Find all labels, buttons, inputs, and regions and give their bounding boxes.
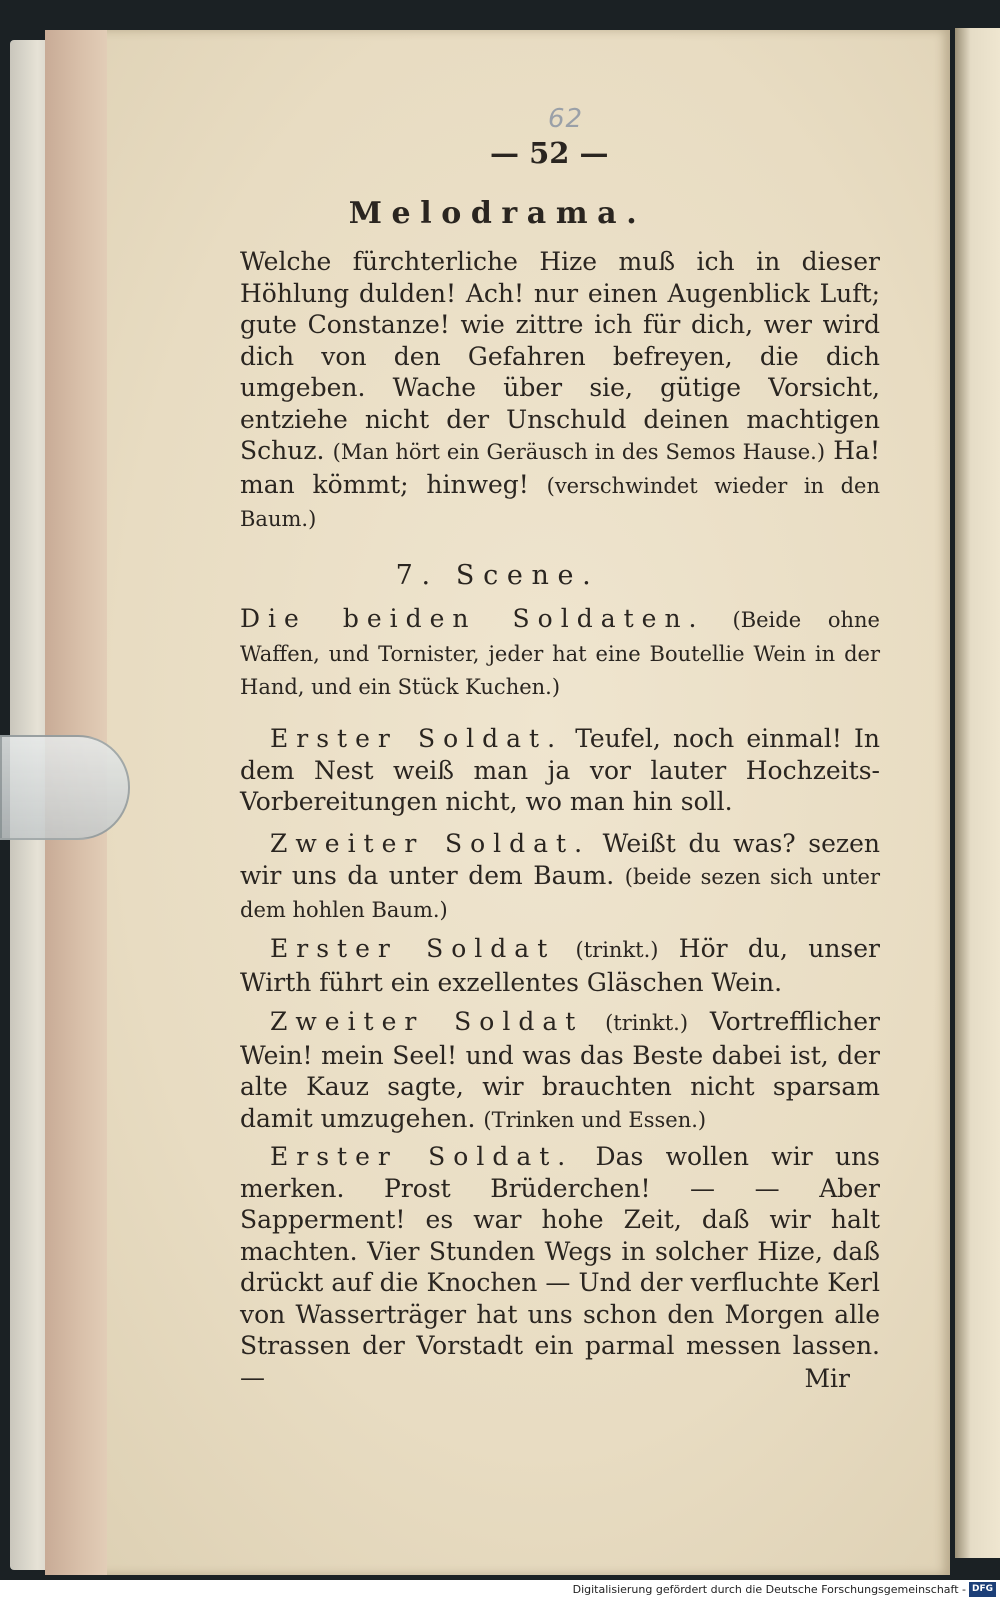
plastic-clip — [0, 735, 130, 840]
dfg-logo: DFG — [969, 1582, 996, 1597]
stage-direction-2: (Trinken und Essen.) — [483, 1107, 707, 1132]
dialogue-text: Vortrefflicher Wein! mein Seel! und was das Beste dabei ist, der alte Kauz sagte, wir brauchten nicht sparsam damit umzugehen. — [240, 1007, 880, 1133]
speaker-name: Zweiter Soldat. — [270, 829, 591, 858]
stage-direction: (beide sezen sich unter dem hohlen Baum.) — [240, 864, 880, 922]
facing-page-edge — [955, 28, 1000, 1558]
footer-credit: Digitalisierung gefördert durch die Deutsche Forschungsgemeinschaft - — [572, 1583, 966, 1596]
page-number: — 52 — — [490, 136, 609, 170]
dialogue-line — [240, 828, 880, 927]
paragraph-1-tail: Ha! man kömmt; hinweg! — [240, 436, 880, 499]
dialogue-text: Teufel, noch einmal! In dem Nest weiß man ja vor lauter Hochzeits-Vorbereitungen nicht, wo man hin soll. — [240, 724, 880, 816]
cast-speaker: Die beiden Soldaten. — [240, 604, 705, 633]
speaker-name: Zweiter Soldat — [270, 1007, 584, 1036]
dialogue-text: Hör du, unser Wirth führt ein exzellentes Gläschen Wein. — [240, 934, 881, 997]
catchword: Mir — [804, 1364, 850, 1393]
section-title: Melodrama. — [348, 196, 647, 231]
dialogue-line — [240, 723, 880, 818]
stage-direction: (trinkt.) — [575, 938, 659, 962]
cast-list — [240, 603, 880, 704]
pencil-annotation: 62 — [548, 104, 584, 134]
speaker-name: Erster Soldat. — [270, 724, 564, 753]
dialogue-line — [240, 1006, 880, 1136]
stage-direction: (Man hört ein Geräusch in des Semos Hause.) — [332, 440, 826, 464]
dialogue-text: Weißt du was? sezen wir uns da unter dem Baum. — [240, 829, 881, 890]
stage-direction-2: (verschwindet wieder in den Baum.) — [240, 473, 880, 531]
paragraph-1-text: Welche fürchterliche Hize muß ich in dieser Höhlung dulden! Ach! nur einen Augenblick Luft; gute Constanze! wie zittre ich für dich, wer wird dich von den Gefahren befreyen, die dich umgeben. Wache über sie, gütige Vorsicht, entziehe nicht der Unschuld deinen machtigen Schuz. — [240, 247, 880, 465]
speaker-name: Erster Soldat. — [270, 1142, 574, 1171]
dialogue-text: Das wollen wir uns merken. Prost Brüderchen! — — Aber Sapperment! es war hohe Zeit, daß wir halt machten. Vier Stunden Wegs in solcher Hize, daß drückt auf die Knochen — Und der verfluchte Kerl von Wasserträger hat uns schon den Morgen alle Strassen der Vorstadt ein parmal messen lassen. — — [240, 1142, 880, 1392]
stage-direction: (trinkt.) — [605, 1011, 689, 1035]
paragraph-1 — [240, 246, 880, 536]
dialogue-line — [240, 1141, 880, 1393]
dialogue-line — [240, 933, 880, 998]
cast-direction: (Beide ohne Waffen, und Tornister, jeder hat eine Boutellie Wein in der Hand, und ein Stück Kuchen.) — [240, 608, 880, 699]
speaker-name: Erster Soldat — [270, 934, 556, 963]
scene-heading: 7. Scene. — [395, 560, 600, 591]
